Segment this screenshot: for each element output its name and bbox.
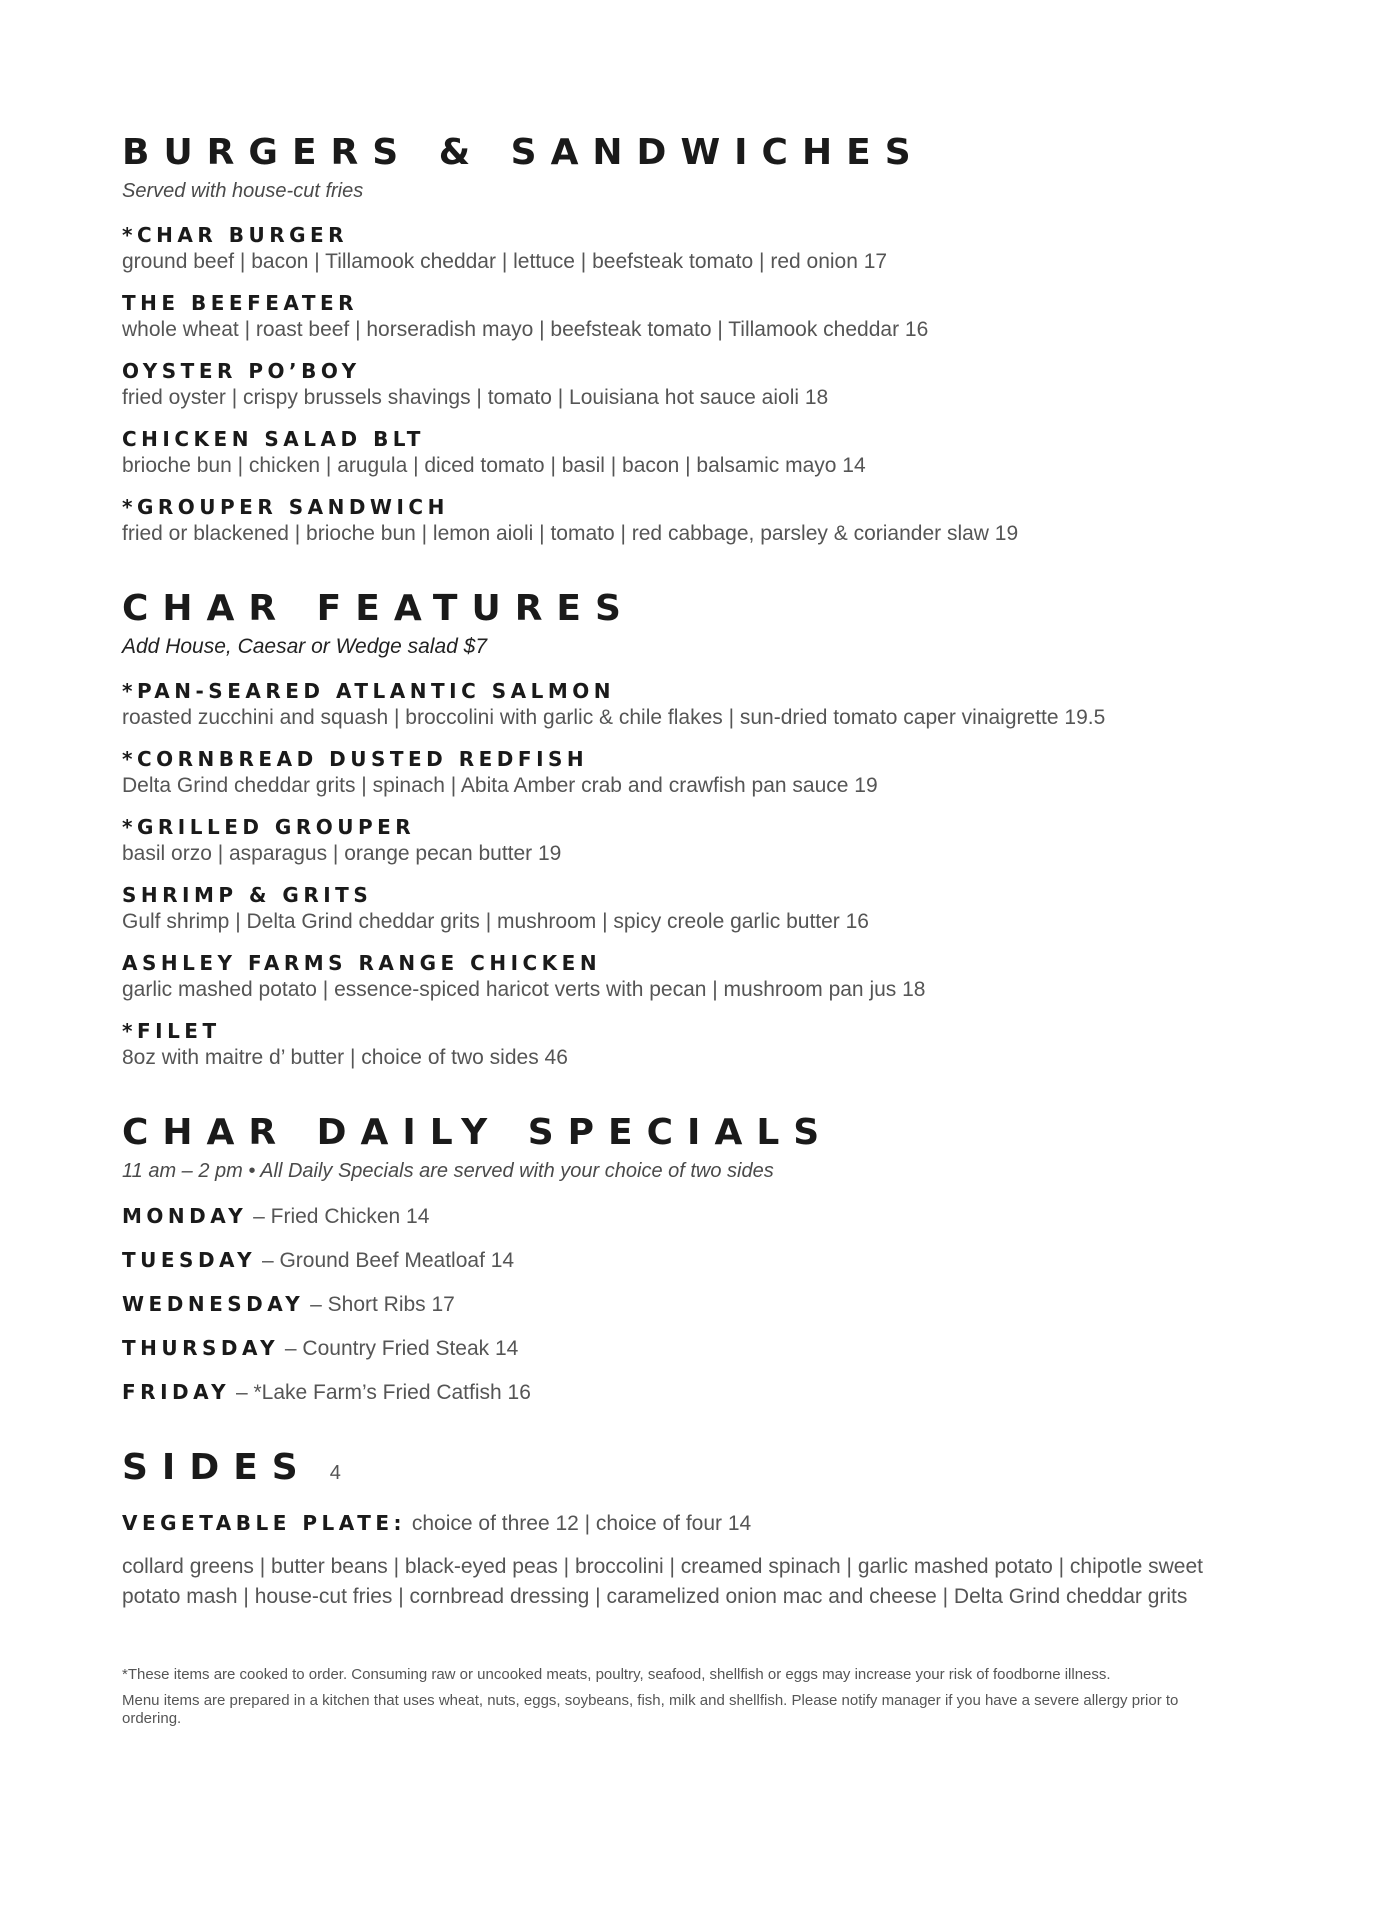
sides-header (122, 1445, 1262, 1491)
sides-list: collard greens | butter beans | black-eyed peas | broccolini | creamed spinach | garlic mashed potato | chipotle sweet potato mash | house-cut fries | cornbread dressing | caramelized onion mac and cheese | Delta Grind cheddar grits (122, 1555, 1203, 1608)
specials-section (122, 1110, 1262, 1407)
footnotes (122, 1666, 1202, 1728)
item-desc: Delta Grind cheddar grits | spinach | Abita Amber crab and crawfish pan sauce 19 (122, 774, 878, 797)
item-name: ASHLEY FARMS RANGE CHICKEN (122, 951, 602, 975)
vegetable-plate-label: VEGETABLE PLATE: (122, 1511, 407, 1535)
item-desc: ground beef | bacon | Tillamook cheddar | lettuce | beefsteak tomato | red onion 17 (122, 250, 888, 273)
footnote-allergy: Menu items are prepared in a kitchen that uses wheat, nuts, eggs, soybeans, fish, milk and shellfish. Please notify manager if you have a severe allergy prior to ordering. (122, 1692, 1179, 1727)
section-title: SIDES (122, 1447, 312, 1488)
day-name: MONDAY (122, 1204, 248, 1228)
vegetable-plate-desc: choice of three 12 | choice of four 14 (406, 1512, 752, 1535)
section-title: BURGERS & SANDWICHES (122, 132, 925, 173)
menu-item (122, 746, 1262, 800)
section-title: CHAR FEATURES (122, 588, 635, 629)
item-desc: Gulf shrimp | Delta Grind cheddar grits | mushroom | spicy creole garlic butter 16 (122, 910, 869, 933)
sides-section (122, 1445, 1262, 1612)
item-desc: garlic mashed potato | essence-spiced haricot verts with pecan | mushroom pan jus 18 (122, 978, 926, 1001)
special-row (122, 1334, 1262, 1363)
item-name: *FILET (122, 1019, 221, 1043)
item-name: *CHAR BURGER (122, 223, 349, 247)
menu-item (122, 882, 1262, 936)
item-name: CHICKEN SALAD BLT (122, 427, 425, 451)
section-subtitle: 11 am – 2 pm • All Daily Specials are served with your choice of two sides (122, 1160, 774, 1182)
burgers-section (122, 130, 1262, 548)
item-name: *CORNBREAD DUSTED REDFISH (122, 747, 589, 771)
item-name: *GROUPER SANDWICH (122, 495, 449, 519)
vegetable-plate (122, 1509, 1262, 1538)
section-title: CHAR DAILY SPECIALS (122, 1112, 834, 1153)
sides-price: 4 (329, 1462, 341, 1484)
day-name: FRIDAY (122, 1380, 231, 1404)
special-row (122, 1378, 1262, 1407)
special-row (122, 1246, 1262, 1275)
menu-item (122, 358, 1262, 412)
item-desc: brioche bun | chicken | arugula | diced tomato | basil | bacon | balsamic mayo 14 (122, 454, 866, 477)
special-row (122, 1202, 1262, 1231)
menu-item (122, 950, 1262, 1004)
day-name: THURSDAY (122, 1336, 280, 1360)
day-dish: – Short Ribs 17 (304, 1293, 455, 1316)
item-desc: basil orzo | asparagus | orange pecan butter 19 (122, 842, 562, 865)
item-desc: roasted zucchini and squash | broccolini with garlic & chile flakes | sun-dried tomato caper vinaigrette 19.5 (122, 706, 1106, 729)
item-name: OYSTER PO’BOY (122, 359, 361, 383)
day-dish: – Country Fried Steak 14 (279, 1337, 519, 1360)
section-subtitle: Served with house-cut fries (122, 180, 364, 202)
menu-page (122, 130, 1262, 1736)
day-name: TUESDAY (122, 1248, 257, 1272)
menu-item (122, 678, 1262, 732)
item-name: *PAN-SEARED ATLANTIC SALMON (122, 679, 615, 703)
features-section (122, 586, 1262, 1072)
day-dish: – Ground Beef Meatloaf 14 (256, 1249, 515, 1272)
special-row (122, 1290, 1262, 1319)
item-desc: 8oz with maitre d’ butter | choice of two sides 46 (122, 1046, 568, 1069)
item-desc: fried oyster | crispy brussels shavings | tomato | Louisiana hot sauce aioli 18 (122, 386, 829, 409)
item-name: THE BEEFEATER (122, 291, 359, 315)
menu-item (122, 1018, 1262, 1072)
menu-item (122, 814, 1262, 868)
menu-item (122, 222, 1262, 276)
item-name: *GRILLED GROUPER (122, 815, 416, 839)
day-dish: – *Lake Farm’s Fried Catfish 16 (230, 1381, 531, 1404)
menu-item (122, 494, 1262, 548)
day-dish: – Fried Chicken 14 (247, 1205, 430, 1228)
menu-item (122, 290, 1262, 344)
footnote-raw-food: *These items are cooked to order. Consuming raw or uncooked meats, poultry, seafood, shellfish or eggs may increase your risk of foodborne illness. (122, 1666, 1111, 1683)
item-desc: fried or blackened | brioche bun | lemon aioli | tomato | red cabbage, parsley & coriander slaw 19 (122, 522, 1019, 545)
item-desc: whole wheat | roast beef | horseradish mayo | beefsteak tomato | Tillamook cheddar 16 (122, 318, 929, 341)
day-name: WEDNESDAY (122, 1292, 305, 1316)
section-subtitle: Add House, Caesar or Wedge salad $7 (122, 635, 487, 658)
menu-item (122, 426, 1262, 480)
item-name: SHRIMP & GRITS (122, 883, 373, 907)
